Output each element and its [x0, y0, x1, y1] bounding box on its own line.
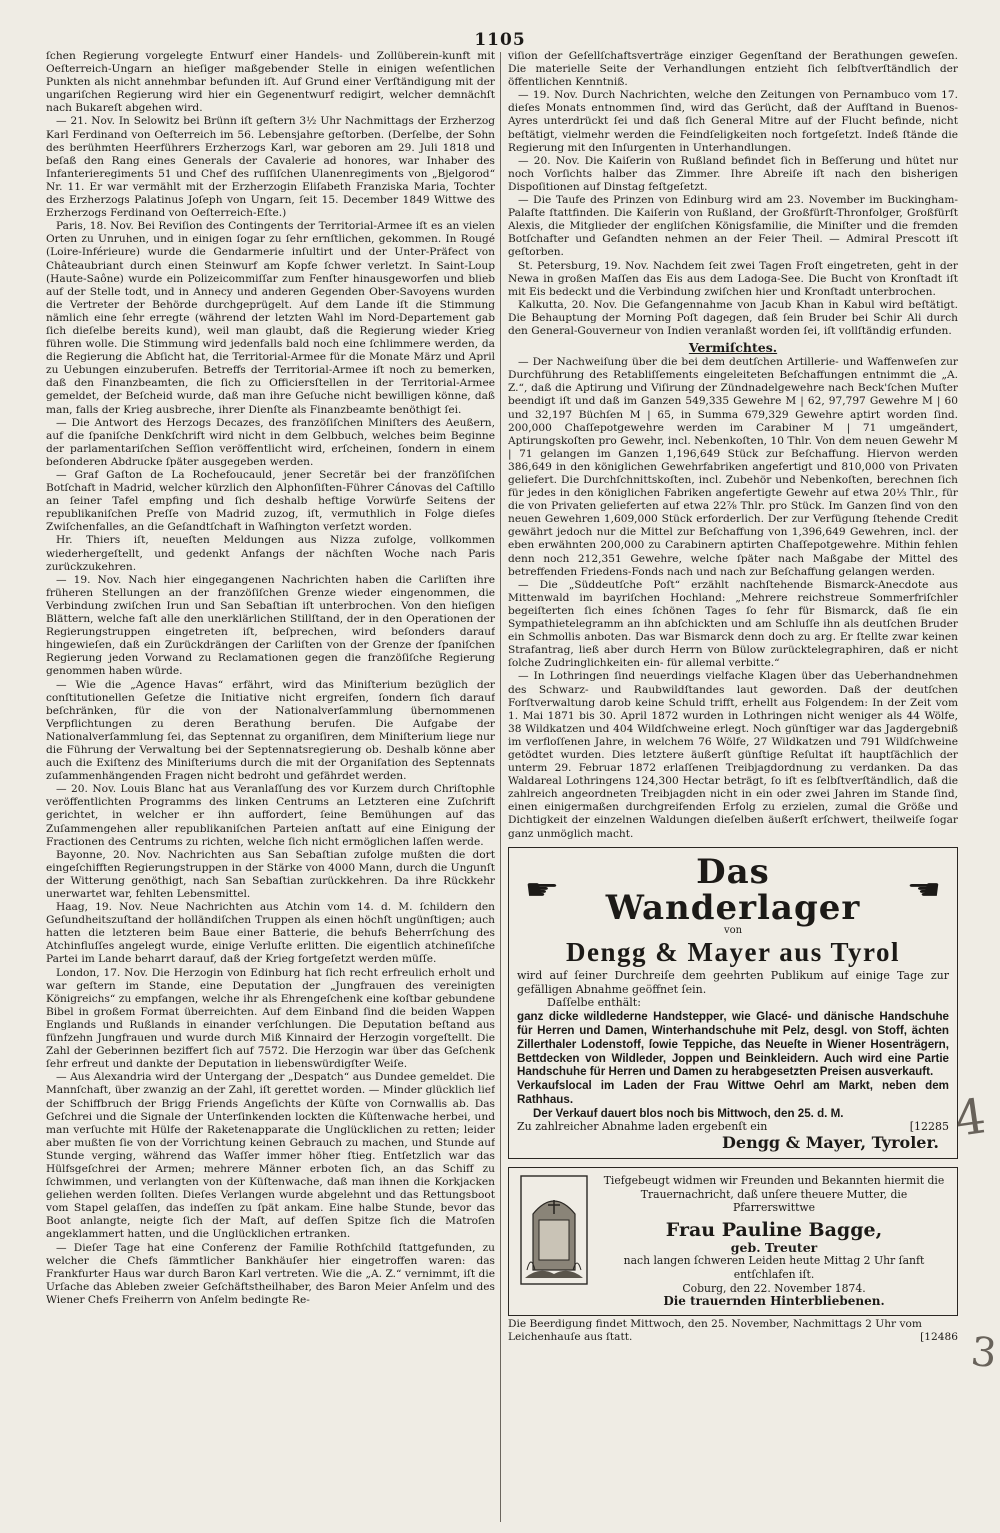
ad-von: von	[723, 924, 743, 936]
article-paragraph: — Dieſer Tage hat eine Conferenz der Familie Rothſchild ſtattgefunden, zu welcher die Chefs ſämmtlicher Bankhäuſer hier eingetroffen waren: das Frankfurter Haus war durch Baron Karl vertreten. Wie die „A. Z.“ vernimmt, iſt die Urſache das Ableben zweier Geſchäftstheilhaber, des Baron Meier Anſelm und des Wiener Chefs Freiherrn von Anſelm bedingte Re-	[46, 1241, 495, 1306]
article-paragraph: — Der Nachweiſung über die bei dem deutſchen Artillerie- und Waffenweſen zur Durchführung des Retabliſſements eingeleiteten Beſchaffungen entnimmt die „A. Z.“, daß die Aptirung und Viſirung der Zündnadelgewehre nach Beck'ſchen Muſter beendigt iſt und daß im Ganzen 549,335 Gewehre M | 62, 97,797 Gewehre M | 60 und 32,197 Büchſen M | 65, in Summa 679,329 Gewehre aptirt worden ſind. 200,000 Chaſſepotgewehre werden im Carabiner M | 71 umgeändert, Aptirungskoſten pro Gewehr, incl. Nebenkoſten, 10 Thlr. Von dem neuen Gewehr M | 71 gelangen im Ganzen 1,196,649 Stück zur Beſchaffung. Hiervon werden 386,649 in den königlichen Gewehrfabriken angefertigt und 810,000 von Privaten geliefert. Die Durchſchnittskoſten, incl. Zubehör und Nebenkoſten, berechnen ſich für jedes in den königlichen Fabriken angefertigte Gewehr auf etwa 20⅓ Thlr., für die von Privaten gelieferten auf etwa 22⅞ Thlr. pro Stück. Im Ganzen ſind von den neuen Gewehren 1,609,000 Stück erforderlich. Der zur Verfügung ſtehende Credit gewährt jedoch nur die Mittel zur Beſchaffung von 1,396,649 Gewehren, incl. der eben erwähnten 200,000 zu Carabinern aptirten Chaſſepotgewehre. Mithin fehlen denn noch 212,351 Gewehre, welche ſpäter nach Maßgabe der Mittel des betreffenden Friedens-Fonds nach und nach zur Beſchaffung gelangen werden.	[508, 356, 958, 578]
article-paragraph: Paris, 18. Nov. Bei Reviſion des Contingents der Territorial-Armee iſt es an vielen Orten zu Unruhen, und in einigen ſogar zu ſehr ernſtlichen, gekommen. In Rougé (Loire-Inférieure) wurde die Gendarmerie inſultirt und der Unter-Präfect von Châteaubriant durch einen Steinwurf am Kopfe ſchwer verletzt. In Saint-Loup (Haute-Saône) wurde ein Polizeicommiſſar zum Fenſter hinausgeworfen und blieb auf der Stelle todt, und in Annecy und anderen Gegenden Ober-Savoyens wurden die Vertreter der Behörde durchgeprügelt. Auf dem Lande iſt die Stimmung nämlich eine ſehr erregte (während der letzten Wahl im Nord-Departement gab ſich dieſelbe bereits kund), weil man glaubt, daß die Regierung wieder Krieg führen wolle. Die Stimmung wird jedenfalls bald noch eine ſchlimmere werden, da die Regierung die Abſicht hat, die Territorial-Armee für die Monate März und April zu Uebungen einzuberufen. Betreffs der Territorial-Armee iſt noch zu bemerken, daß den Finanzbeamten, die ſich zu Officiersſtellen in der Territorial-Armee gemeldet, der Beſcheid wurde, daß man ihre Geſuche nicht bewilligen könne, daß man, falls der Krieg ausbreche, ihrer Dienſte als Finanzbeamte benöthigt ſei.	[46, 220, 495, 416]
article-paragraph: ſchen Regierung vorgelegte Entwurf einer Handels- und Zollüberein-kunft mit Oeſterreich-Ungarn an hieſiger maßgebender Stelle in einigen weſentlichen Punkten als nicht annehmbar befunden iſt. Auf Grund einer Verſtändigung mit der ungariſchen Regierung wird hier ein Gegenentwurf redigirt, welcher demnächſt nach Bukareſt abgehen wird.	[46, 50, 495, 115]
article-paragraph: London, 17. Nov. Die Herzogin von Edinburg hat ſich recht erfreulich erholt und war geſtern im Stande, eine Deputation der „Jungfrauen des vereinigten Königreichs“ zu empfangen, welche ihr als Ehrengeſchenk eine koſtbar gebundene Bibel in großem Format überreichten. Auf dem Einband ſind die beiden Wappen Englands und Rußlands in einander verſchlungen. Die Deputation beſtand aus fünfzehn Jungfrauen und wurde durch Miß Kinnaird der Herzogin vorgeſtellt. Die Zahl der Geberinnen beziffert ſich auf 7572. Die Herzogin war über das Geſchenk ſehr erfreut und dankte der Deputation in liebenswürdigſter Weiſe.	[46, 966, 495, 1071]
ad-number: [12285	[909, 1120, 949, 1134]
article-paragraph: viſion der Geſellſchaftsverträge einziger Gegenſtand der Berathungen geweſen. Die materielle Seite der Verhandlungen entzieht ſich ſelbſtverſtändlich der öffentlichen Kenntniß.	[508, 50, 958, 89]
obituary-text	[601, 1174, 947, 1309]
obituary-body: nach langen ſchweren Leiden heute Mittag 2 Uhr ſanft entſchlafen iſt.	[623, 1254, 925, 1282]
ad-intro: wird auf ſeiner Durchreiſe dem geehrten Publikum auf einige Tage zur gefälligen Abnahme geöffnet ſein.	[517, 968, 949, 996]
ad-location: Verkaufslocal im Laden der Frau Wittwe Oehrl am Markt, neben dem Rathhaus.	[517, 1079, 949, 1106]
article-paragraph: Bayonne, 20. Nov. Nachrichten aus San Sebaſtian zufolge mußten die dort eingeſchifften Regierungstruppen in der Stärke von 4000 Mann, durch die Ungunſt der Witterung genöthigt, nach San Sebaſtian zurückkehren. Da ihre Rückkehr unerwartet war, fehlten Lebensmittel.	[46, 848, 495, 900]
article-paragraph: — 20. Nov. Louis Blanc hat aus Veranlaſſung des vor Kurzem durch Chriſtophle veröffentlichten Programms des linken Centrums an Letzteren eine Zuſchrift gerichtet, in welcher er ihn auffordert, ſeine Bemühungen auf das Zuſammengehen aller republikaniſchen Parteien anſtatt auf eine Einigung der Fractionen des Centrums zu richten, welche ſich nicht ermöglichen laſſen werde.	[46, 783, 495, 848]
article-paragraph: Haag, 19. Nov. Neue Nachrichten aus Atchin vom 14. d. M. ſchildern den Geſundheitszuſtand der holländiſchen Truppen als einen höchſt ungünſtigen; auch hatten die letzteren beim Baue einer Batterie, die behufs Beherrſchung des Atchinfluſſes angelegt wurde, einige Verluſte erlitten. Die eigentlich atchineſiſche Partei im Lande beharrt darauf, daß der Krieg fortgeſetzt werden müſſe.	[46, 901, 495, 966]
article-paragraph: — Die „Süddeutſche Poſt“ erzählt nachſtehende Bismarck-Anecdote aus Mittenwald im bayriſchen Hochland: „Mehrere reichstreue Sommerfriſchler begeiſterten ſich eines ſchönen Tages ſo ſehr für Bismarck, daß ſie ein Sympathietelegramm an ihn abſchickten und am Schluſſe ihn als deutſchen Bruder ein Schmollis anboten. Das war Bismarck denn doch zu arg. Er ſtellte zwar keinen Strafantrag, ließ aber durch Herrn von Bülow zurücktelegraphiren, daß er nicht ſolche Zudringlichkeiten ein- für allemal verbitte.“	[508, 578, 958, 670]
obituary-name: Frau Pauline Bagge,	[665, 1218, 883, 1241]
ad-firm-name: Dengg & Mayer aus Tyrol	[566, 936, 900, 967]
article-paragraph: — In Lothringen ſind neuerdings vielfache Klagen über das Ueberhandnehmen des Schwarz- und Raubwildſtandes laut geworden. Daß der deutſchen Forſtverwaltung darob keine Schuld trifft, erhellt aus Folgendem: In der Zeit vom 1. Mai 1871 bis 30. April 1872 wurden in Lothringen nicht weniger als 44 Wölfe, 38 Wildkatzen und 404 Wildſchweine erlegt. Noch günſtiger war das Jagdergebniß im verfloſſenen Jahre, in welchem 76 Wölfe, 27 Wildkatzen und 791 Wildſchweine getödtet wurden. Dies letztere äußerſt günſtige Reſultat iſt hauptſächlich der unterm 29. Februar 1872 erlaſſenen Treibjagdordnung zu verdanken. Da das Waldareal Lothringens 124,300 Hectar beträgt, ſo iſt es ſelbſtverſtändlich, daß die zahlreich angeordneten Treibjagden nicht in ein oder zwei Jahren im Stande ſind, einen einigermaßen durchgreifenden Erfolg zu erzielen, zumal die Größe und Dichtigkeit der einzelnen Waldungen dieſelben äußerſt erſchwert, theilweiſe ſogar ganz unmöglich macht.	[508, 670, 958, 840]
obituary-funeral-note	[508, 1318, 958, 1344]
ad-title: Das Wanderlager	[605, 851, 861, 928]
advertisement-box	[508, 847, 958, 1159]
article-paragraph: — Die Antwort des Herzogs Decazes, des franzöſiſchen Miniſters des Aeußern, auf die ſpaniſche Denkſchrift wird nicht in dem Gelbbuch, welches beim Beginne der parlamentariſchen Seſſion veröffentlicht wird, erſcheinen, ſondern in einem beſonderen Abdrucke ſpäter ausgegeben werden.	[46, 416, 495, 468]
pointing-hand-left-icon: ☚	[906, 872, 942, 906]
article-paragraph: — 19. Nov. Durch Nachrichten, welche den Zeitungen von Pernambuco vom 17. dieſes Monats entnommen ſind, wird das Gerücht, daß der Aufſtand in Buenos-Ayres unterdrückt ſei und daß ſich General Mitre auf der Flucht befinde, nicht beſtätigt, vielmehr werden die Feindſeligkeiten noch fortgeſetzt. Indeß ſtände die Regierung mit den Inſurgenten in Unterhandlungen.	[508, 89, 958, 154]
article-paragraph: — Graf Gaſton de La Rochefoucauld, jener Secretär bei der franzöſiſchen Botſchaft in Madrid, welcher kürzlich den Alphonſiſten-Führer Cánovas del Caſtillo an ſeiner Tafel empfing und ſich deshalb heftige Vorwürfe Seitens der republikaniſchen Preſſe von Madrid zuzog, iſt, vermuthlich in Folge dieſes Zwiſchenfalles, an die Geſandtſchaft in Waſhington verſetzt worden.	[46, 469, 495, 534]
obituary-funeral: Die Beerdigung findet Mittwoch, den 25. November, Nachmittags 2 Uhr vom Leichenhauſe aus ſtatt.	[508, 1317, 922, 1343]
obituary-place-date: Coburg, den 22. November 1874.	[682, 1281, 866, 1295]
obituary-number: [12486	[920, 1330, 958, 1343]
right-column	[508, 50, 958, 1522]
margin-handwriting: 3	[968, 1328, 999, 1378]
article-paragraph: Kalkutta, 20. Nov. Die Gefangennahme von Jacub Khan in Kabul wird beſtätigt. Die Behauptung der Morning Poſt dagegen, daß ſein Bruder bei Schir Ali durch den General-Gouverneur von Indien veranlaßt worden ſei, iſt vollſtändig erfunden.	[508, 298, 958, 337]
article-paragraph: — 20. Nov. Die Kaiſerin von Rußland befindet ſich in Beſſerung und hütet nur noch Vorſichts halber das Zimmer. Ihre Abreiſe iſt nach den bisherigen Dispoſitionen auf Dinstag feſtgeſetzt.	[508, 154, 958, 193]
article-paragraph: — Wie die „Agence Havas“ erfährt, wird das Miniſterium bezüglich der conſtitutionellen Geſetze die Initiative nicht ergreifen, ſondern ſich darauf beſchränken, für die von der Nationalverſammlung übernommenen Verpflichtungen zu deren Berathung berufen. Die Aufgabe der Nationalverſammlung ſei, das Septennat zu organiſiren, dem Miniſterium liege nur die Führung der Verwaltung bei der Septennatsregierung ob. Deshalb könne aber auch die Exiſtenz des Miniſteriums durch die mit der Organiſation des Septennats zuſammenhängenden Fragen nicht bedroht und gefährdet werden.	[46, 678, 495, 783]
section-heading: Vermiſchtes.	[688, 340, 778, 356]
pointing-hand-right-icon: ☛	[524, 872, 560, 906]
ad-items: ganz dicke wildlederne Handstepper, wie Glacé- und dänische Handschuhe für Herren und Damen, Winterhandschuhe mit Pelz, desgl. von Stoff, ächten Zillerthaler Lodenstoff, ſowie Teppiche, das Neueſte in Wiener Hosenträgern, Bettdecken von Wildleder, Joppen und Beinkleidern. Auch wird eine Partie Handschuhe für Herren und Damen zu herabgesetzten Preisen ausverkauft.	[517, 1010, 949, 1079]
ad-title-row	[517, 851, 949, 928]
ad-duration: Der Verkauf dauert blos noch bis Mittwoch, den 25. d. M.	[533, 1106, 844, 1120]
column-divider	[500, 52, 501, 1522]
article-paragraph: — 19. Nov. Nach hier eingegangenen Nachrichten haben die Carliſten ihre früheren Stellungen an der franzöſiſchen Grenze wieder eingenommen, die Verbindung zwiſchen Irun und San Sebaſtian iſt unterbrochen. Von den hieſigen Blättern, welche faſt alle den unerklärlichen Stillſtand, der in den Operationen der Regierungstruppen eingetreten iſt, beſprechen, wird beſonders darauf hingewieſen, daß ein Zurückdrängen der Carliſten von der Grenze der ſpaniſchen Regierung jeden Vorwand zu Reclamationen gegen die franzöſiſche Regierung genommen haben würde.	[46, 573, 495, 678]
ad-signature: Dengg & Mayer, Tyroler.	[722, 1133, 939, 1153]
article-paragraph: — Die Taufe des Prinzen von Edinburg wird am 23. November im Buckingham-Palaſte ſtattfinden. Die Kaiſerin von Rußland, der Großfürſt-Thronfolger, Großfürſt Alexis, die Mitglieder der engliſchen Königsfamilie, die Miniſter und die fremden Botſchafter und Geſandten nehmen an der Feier Theil. — Admiral Prescott iſt geſtorben.	[508, 194, 958, 259]
ad-closing-row	[517, 1120, 949, 1134]
left-column	[46, 50, 495, 1522]
margin-handwriting: 4	[951, 1088, 990, 1148]
obituary-signature: Die trauernden Hinterbliebenen.	[663, 1294, 885, 1309]
article-paragraph: — Aus Alexandria wird der Untergang der „Despatch“ aus Dundee gemeldet. Die Mannſchaft, über zwanzig an der Zahl, iſt gerettet worden. — Minder glücklich lief der Schiffbruch der Brigg Friends Angeſichts der Küſte von Cornwallis ab. Das Geſchrei und die Signale der Unterſinkenden lockten die Küſtenwache herbei, und man verſuchte mit Hülfe der Raketenapparate die Unglücklichen zu retten; leider aber mußten ſie von der Vorrichtung keinen Gebrauch zu machen, und Stunde auf Stunde verging, während das Waſſer immer höher ſtieg. Entſetzlich war das Hülfsgeſchrei der Armen; mehrere Männer erboten ſich, an das Schiff zu ſchwimmen, und verlangten von der Küſtenwache, daß man ihnen die Korkjacken geliehen werden ſollten. Dieſes Verlangen wurde abgelehnt und das Rettungsboot vom Stapel gelaſſen, das indeſſen zu ſpät ankam. Eine halbe Stunde, bevor das Boot anlangte, neigte ſich der Maſt, auf deſſen Spitze ſich die Matroſen angeklammert hatten, und die Unglücklichen ertranken.	[46, 1071, 495, 1241]
grave-monument-icon	[519, 1174, 589, 1286]
ad-contents-label: Daſſelbe enthält:	[547, 996, 641, 1010]
obituary-intro: Tiefgebeugt widmen wir Freunden und Bekannten hiermit die Trauernachricht, daß unſere theuere Mutter, die Pfarrerswittwe	[603, 1174, 945, 1215]
article-paragraph: Hr. Thiers iſt, neueſten Meldungen aus Nizza zufolge, vollkommen wiederhergeſtellt, und gedenkt Anfangs der nächſten Woche nach Paris zurückzukehren.	[46, 534, 495, 573]
article-paragraph: St. Petersburg, 19. Nov. Nachdem ſeit zwei Tagen Froſt eingetreten, geht in der Newa in großen Maſſen das Eis aus dem Ladoga-See. Die Bucht von Kronſtadt iſt mit Eis bedeckt und die Verbindung zwiſchen hier und Kronſtadt unterbrochen.	[508, 259, 958, 298]
ad-body	[517, 968, 949, 1153]
obituary-maiden-name: geb. Treuter	[730, 1239, 818, 1255]
ad-closing: Zu zahlreicher Abnahme laden ergebenſt ein	[517, 1120, 768, 1134]
obituary-box	[508, 1167, 958, 1316]
article-paragraph: — 21. Nov. In Selowitz bei Brünn iſt geſtern 3½ Uhr Nachmittags der Erzherzog Karl Ferdinand von Oeſterreich im 56. Lebensjahre geſtorben. (Derſelbe, der Sohn des berühmten Heerführers Erzherzogs Karl, war geboren am 29. Juli 1818 und beſaß den Rang eines Generals der Cavalerie ad honores, war Inhaber des Infanterieregiments 51 und Chef des ruſſiſchen Ulanenregiments von „Bjelgorod“ Nr. 11. Er war vermählt mit der Erzherzogin Eliſabeth Franziska Maria, Tochter des Erzherzogs Palatinus Joſeph von Ungarn, ſeit 15. December 1849 Wittwe des Erzherzogs Ferdinand von Oeſterreich-Eſte.)	[46, 115, 495, 220]
page-number: 1105	[474, 30, 526, 50]
